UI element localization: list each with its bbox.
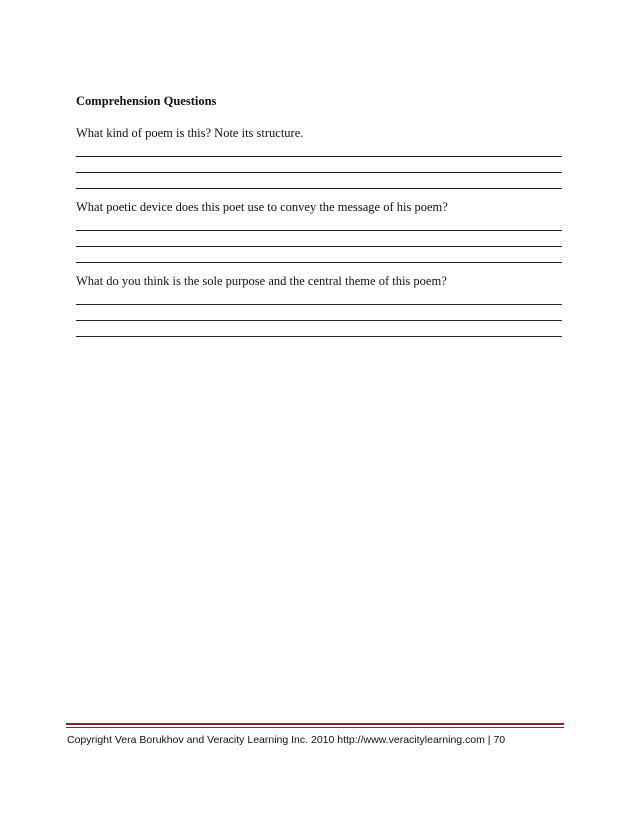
worksheet-content xyxy=(76,94,562,348)
answer-line xyxy=(76,231,562,247)
answer-line xyxy=(76,289,562,305)
footer-divider xyxy=(66,723,564,728)
answer-line xyxy=(76,305,562,321)
answer-line xyxy=(76,215,562,231)
answer-line xyxy=(76,141,562,157)
answer-line xyxy=(76,321,562,337)
question-block-3 xyxy=(76,274,562,337)
answer-line xyxy=(76,247,562,263)
question-3: What do you think is the sole purpose and the central theme of this poem? xyxy=(76,274,447,288)
answer-line xyxy=(76,173,562,189)
answer-line xyxy=(76,157,562,173)
section-heading: Comprehension Questions xyxy=(76,94,217,108)
page-footer: Copyright Vera Borukhov and Veracity Learning Inc. 2010 http://www.veracitylearning.com | 70 xyxy=(67,734,506,746)
question-2: What poetic device does this poet use to convey the message of his poem? xyxy=(76,200,448,214)
question-block-2 xyxy=(76,200,562,263)
question-block-1 xyxy=(76,126,562,189)
question-1: What kind of poem is this? Note its structure. xyxy=(76,126,304,140)
